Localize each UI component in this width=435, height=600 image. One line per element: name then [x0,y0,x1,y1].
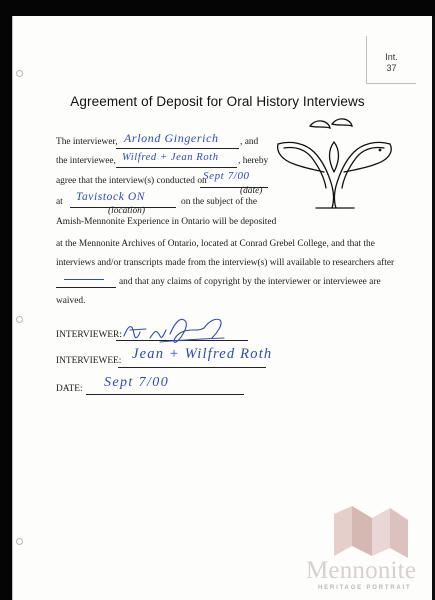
scan-frame-top [0,0,435,16]
body-line-experience: Amish-Mennonite Experience in Ontario will be deposited [56,217,277,227]
watermark-name: Mennonite [306,557,417,584]
location-handwritten: Tavistock ON [76,191,146,203]
interviewee-signature-line [118,367,266,368]
watermark-subtitle: HERITAGE PORTRAIT [318,585,412,591]
interviewer-suffix: , and [240,137,259,147]
interviewer-signature-label: INTERVIEWER: [56,330,122,340]
interviewer-handwritten: Arlond Gingerich [124,131,219,145]
availability-dash-handwritten [64,279,104,280]
interviewee-signature-label: INTERVIEWEE: [56,356,122,366]
interviewee-suffix: , hereby [238,156,269,166]
binder-hole [16,316,23,323]
body-line-archives: at the Mennonite Archives of Ontario, located at Conrad Grebel College, and that the [56,239,375,249]
body-line-claims: and that any claims of copyright by the interviewer or interviewee are [119,277,381,287]
interview-code-label: Int. [385,52,398,62]
date-handwritten: Sept 7/00 [203,170,250,182]
binder-hole [16,538,23,545]
interviewee-handwritten: Wilfred + Jean Roth [122,152,219,163]
flower-logo-icon [272,114,400,210]
location-caption: (location) [108,206,145,216]
availability-line [56,287,116,288]
interviewee-signature: Jean + Wilfred Roth [132,346,273,362]
scan-frame-left [0,0,12,600]
date-signature-line [86,394,244,395]
date-signature-label: DATE: [56,384,83,394]
interviewer-line [116,148,239,149]
date-signature-handwritten: Sept 7/00 [104,375,170,390]
conducted-prefix: agree that the interview(s) conducted on [56,176,207,186]
interview-code-box [366,36,416,84]
interviewer-signature [120,312,232,346]
subject-suffix: on the subject of the [181,197,258,207]
interview-code-number: 37 [386,63,397,73]
interviewee-line [116,167,237,168]
interviewer-prefix: The interviewer, [56,137,118,147]
at-label: at [56,197,63,207]
binder-hole [16,70,23,77]
body-line-available: interviews and/or transcripts made from the interview(s) will available to researchers after [56,258,395,268]
interviewee-prefix: the interviewee, [56,156,116,166]
document-title: Agreement of Deposit for Oral History Interviews [70,94,365,109]
body-line-waived: waived. [56,296,86,306]
date-caption: (date) [240,186,263,196]
